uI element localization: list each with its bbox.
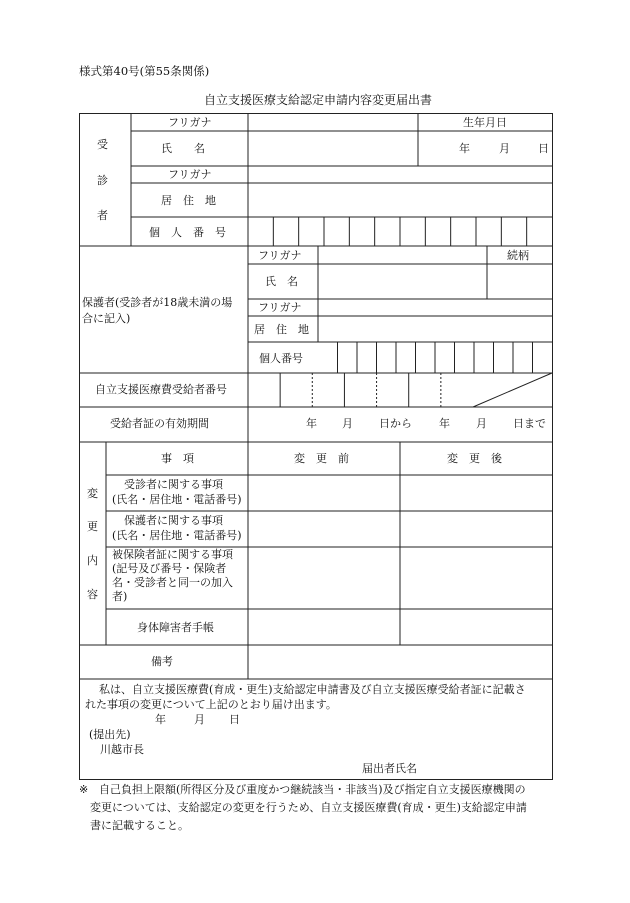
- row3-line2: (記号及び番号・保険者: [112, 562, 227, 575]
- declaration-year: 年: [155, 713, 166, 726]
- note-mark: ※: [79, 783, 89, 796]
- validity-to: 日まで: [513, 417, 546, 430]
- patient-address-label: 居 住 地: [161, 194, 216, 207]
- patient-label-2: 診: [97, 174, 108, 187]
- submit-to: (提出先): [89, 728, 131, 741]
- patient-label-1: 受: [97, 138, 108, 151]
- note-line3: 書に記載すること。: [90, 819, 189, 832]
- note-line2: 変更については、支給認定の変更を行うため、自立支援医療費(育成・更生)支給認定申請: [90, 801, 527, 814]
- submitter-name-label: 届出者氏名: [362, 762, 417, 775]
- declaration-month: 月: [194, 713, 205, 726]
- patient-id-label: 個 人 番 号: [149, 226, 226, 239]
- changes-label-4: 容: [87, 588, 98, 601]
- row3-line4: 者): [112, 590, 128, 603]
- form-title: 自立支援医療支給認定申請内容変更届出書: [204, 93, 433, 107]
- row2-line2: (氏名・居住地・電話番号): [112, 529, 242, 542]
- validity-month-1: 月: [342, 417, 353, 430]
- guardian-furigana2-label: フリガナ: [258, 301, 302, 314]
- guardian-address-label: 居 住 地: [254, 323, 309, 336]
- guardian-label-2: 合に記入): [82, 312, 131, 325]
- changes-label-2: 更: [87, 520, 98, 533]
- form-number: 様式第40号(第55条関係): [79, 64, 210, 78]
- item-header: 事 項: [161, 452, 194, 465]
- row3-line1: 被保険者証に関する事項: [112, 548, 233, 561]
- birth-year: 年: [459, 142, 470, 155]
- row1-line1: 受診者に関する事項: [124, 478, 223, 491]
- row3-line3: 名・受診者と同一の加入: [112, 576, 233, 589]
- declaration-line2: れた事項の変更について上記のとおり届け出ます。: [85, 698, 337, 711]
- validity-from: 日から: [379, 417, 412, 430]
- birth-day: 日: [538, 142, 549, 155]
- guardian-label-1: 保護者(受診者が18歳未満の場: [82, 296, 233, 309]
- before-header: 変 更 前: [294, 452, 349, 465]
- row4-label: 身体障害者手帳: [137, 621, 214, 634]
- birth-month: 月: [499, 142, 510, 155]
- validity-year-1: 年: [306, 417, 317, 430]
- patient-furigana2-label: フリガナ: [168, 168, 212, 181]
- note-line1: 自己負担上限額(所得区分及び重度かつ継続該当・非該当)及び指定自立支援医療機関の: [99, 783, 526, 796]
- after-header: 変 更 後: [447, 452, 502, 465]
- declaration-line1: 私は、自立支援医療費(育成・更生)支給認定申請書及び自立支援医療受給者証に記載さ: [99, 683, 526, 696]
- remarks-label: 備考: [151, 655, 173, 668]
- guardian-furigana-label: フリガナ: [258, 249, 302, 262]
- patient-name-label: 氏 名: [161, 142, 205, 155]
- validity-month-2: 月: [476, 417, 487, 430]
- guardian-relation-label: 続柄: [507, 249, 529, 262]
- validity-label: 受給者証の有効期間: [110, 417, 209, 430]
- patient-label-3: 者: [97, 209, 108, 222]
- validity-year-2: 年: [439, 417, 450, 430]
- declaration-day: 日: [229, 713, 240, 726]
- changes-label-1: 変: [87, 487, 98, 500]
- guardian-name-label: 氏 名: [265, 275, 298, 288]
- row2-line1: 保護者に関する事項: [124, 514, 223, 527]
- changes-label-3: 内: [87, 554, 98, 567]
- birthdate-label: 生年月日: [463, 116, 507, 129]
- patient-furigana-label: フリガナ: [168, 116, 212, 129]
- recipient-number-label: 自立支援医療費受給者番号: [95, 383, 227, 396]
- row1-line2: (氏名・居住地・電話番号): [112, 493, 242, 506]
- mayor: 川越市長: [100, 743, 144, 756]
- guardian-id-label: 個人番号: [259, 352, 303, 365]
